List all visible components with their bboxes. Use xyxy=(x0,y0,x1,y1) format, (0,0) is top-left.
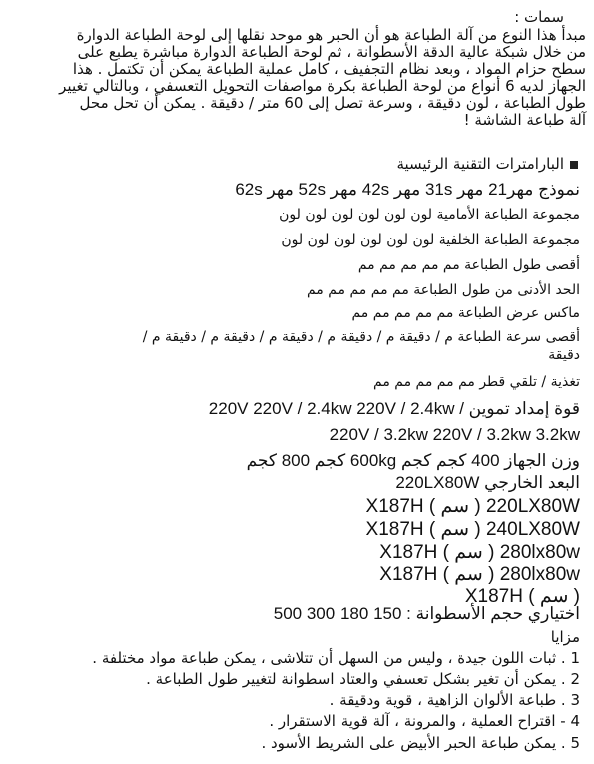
spec-line: تغذية / تلقي قطر مم مم مم مم مم xyxy=(373,374,580,390)
spec-line: دقيقة xyxy=(548,347,580,363)
features-heading: مزايا xyxy=(550,628,580,646)
spec-line-power: 220V / 3.2kw 220V / 3.2kw 3.2kw xyxy=(329,425,580,444)
spec-line: مجموعة الطباعة الأمامية لون لون لون لون لون لون xyxy=(279,207,580,223)
spec-line: أقصى سرعة الطباعة م / دقيقة م / دقيقة م / دقيقة م / دقيقة م / دقيقة م / xyxy=(142,329,580,345)
params-heading: البارامترات التقنية الرئيسية xyxy=(396,157,578,172)
intro-line: سطح حزام المواد ، وبعد نظام التجفيف ، كامل عملية الطباعة يمكن أن تكتمل . هذا xyxy=(72,60,586,78)
spec-line-power: قوة إمداد تموين / 220V 220V / 2.4kw 220V / 2.4kw xyxy=(208,399,580,418)
intro-line: آلة طباعة الشاشة ! xyxy=(463,111,586,129)
spec-line-dimension: X187H ( سم ) xyxy=(464,586,580,607)
spec-line-dimension: X187H ( سم ) 280lx80w xyxy=(379,564,580,585)
feature-item: 2 . يمكن أن تغير بشكل تعسفي والعتاد اسطوانة لتغيير طول الطباعة . xyxy=(146,670,580,688)
spec-line: أقصى طول الطباعة مم مم مم مم مم xyxy=(357,257,580,273)
feature-item: 1 . ثبات اللون جيدة ، وليس من السهل أن تتلاشى ، يمكن طباعة مواد مختلفة . xyxy=(92,649,580,667)
spec-line-weight: وزن الجهاز 400 كجم كجم 600kg كجم 800 كجم xyxy=(246,451,580,470)
section-heading: سمات : xyxy=(514,8,564,26)
intro-line: من خلال شبكة عالية الدقة الأسطوانة ، ثم لوحة الطباعة الدوارة مباشرة يطبع على xyxy=(77,43,586,61)
spec-line-dimension: X187H ( سم ) 220LX80W xyxy=(365,496,580,517)
intro-line: الجهاز لديه 6 أنواع من لوحة الطباعة بكرة مواصفات التحويل التعسفي ، وبالتالي تغيير xyxy=(59,77,586,95)
spec-line-model: نموذج مهر21 مهر 31s مهر 42s مهر 52s مهر 62s xyxy=(235,180,580,199)
spec-line: الحد الأدنى من طول الطباعة مم مم مم مم مم xyxy=(306,282,580,298)
square-bullet-icon xyxy=(570,161,578,169)
spec-line-dimension: البعد الخارجي 220LX80W xyxy=(395,473,580,492)
spec-line: ماكس عرض الطباعة مم مم مم مم مم xyxy=(351,305,580,321)
feature-item: 3 . طباعة الألوان الزاهية ، قوية ودقيقة . xyxy=(329,691,580,709)
intro-line: مبدأ هذا النوع من آلة الطباعة هو أن الحبر هو موحد نقلها إلى لوحة الطباعة الدوارة xyxy=(76,26,586,44)
feature-item: 5 . يمكن طباعة الحبر الأبيض على الشريط الأسود . xyxy=(261,734,580,752)
intro-line: طول الطباعة ، لون دقيقة ، وسرعة تصل إلى 60 متر / دقيقة . يمكن أن تحل محل xyxy=(79,94,586,112)
feature-item: 4 - اقتراح العملية ، والمرونة ، آلة قوية الاستقرار . xyxy=(269,712,580,730)
spec-line: مجموعة الطباعة الخلفية لون لون لون لون لون لون xyxy=(281,232,580,248)
spec-line-cylinder: اختياري حجم الأسطوانة : 150 180 300 500 xyxy=(273,604,580,623)
spec-line-dimension: X187H ( سم ) 280lx80w xyxy=(379,542,580,563)
spec-line-dimension: X187H ( سم ) 240LX80W xyxy=(365,519,580,540)
